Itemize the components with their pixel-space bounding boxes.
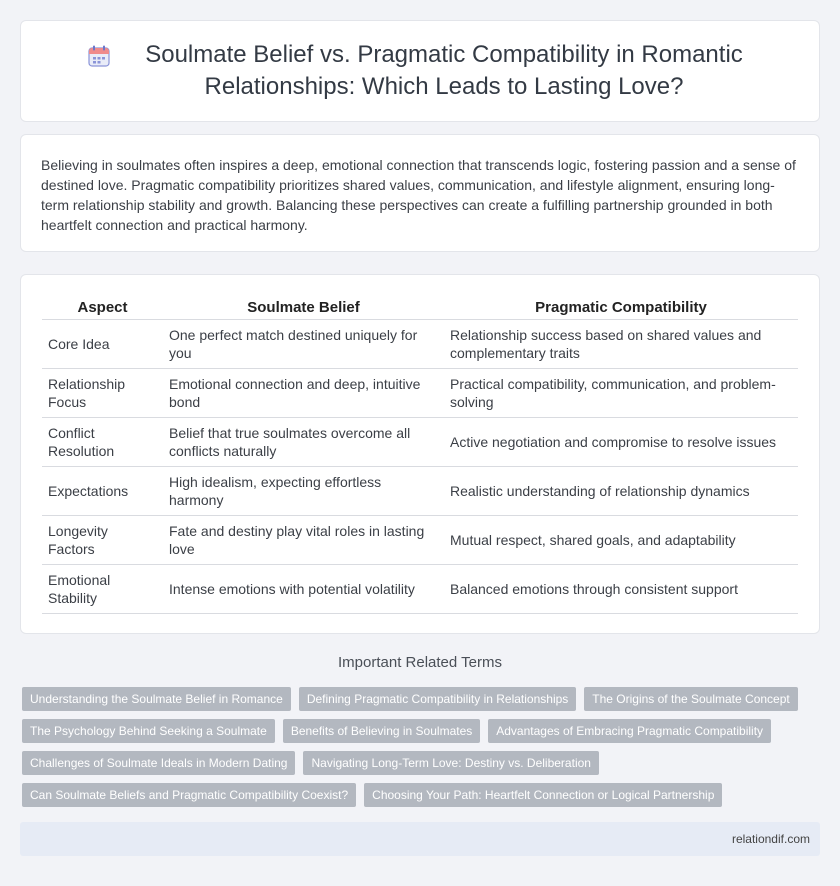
header-soulmate-belief: Soulmate Belief (163, 295, 444, 319)
comparison-card (20, 274, 820, 634)
title-card (20, 20, 820, 122)
related-term-link[interactable]: The Origins of the Soulmate Concept (584, 687, 797, 711)
related-terms-list (22, 687, 818, 807)
cell-aspect: Core Idea (42, 319, 163, 368)
cell-aspect: Relationship Focus (42, 368, 163, 417)
footer-site-link[interactable]: relationdif.com (731, 832, 810, 846)
cell-pragmatic: Balanced emotions through consistent support (444, 564, 798, 613)
related-term-link[interactable]: Choosing Your Path: Heartfelt Connection or Logical Partnership (364, 783, 722, 807)
cell-aspect: Emotional Stability (42, 564, 163, 613)
title-wrap (86, 39, 754, 103)
table-row (42, 368, 798, 417)
related-term-link[interactable]: Can Soulmate Beliefs and Pragmatic Compatibility Coexist? (22, 783, 356, 807)
table-row (42, 515, 798, 564)
cell-aspect: Conflict Resolution (42, 417, 163, 466)
related-term-link[interactable]: Challenges of Soulmate Ideals in Modern Dating (22, 751, 295, 775)
footer (20, 822, 820, 856)
page-title: Soulmate Belief vs. Pragmatic Compatibility in Romantic Relationships: Which Leads to Lasting Love? (145, 41, 743, 100)
table-row (42, 466, 798, 515)
related-term-link[interactable]: Navigating Long-Term Love: Destiny vs. Deliberation (303, 751, 598, 775)
header-aspect: Aspect (42, 295, 163, 319)
related-term-link[interactable]: Benefits of Believing in Soulmates (283, 719, 480, 743)
cell-soulmate: Belief that true soulmates overcome all conflicts naturally (163, 417, 444, 466)
cell-aspect: Longevity Factors (42, 515, 163, 564)
cell-aspect: Expectations (42, 466, 163, 515)
cell-soulmate: High idealism, expecting effortless harmony (163, 466, 444, 515)
related-term-link[interactable]: Understanding the Soulmate Belief in Romance (22, 687, 291, 711)
cell-soulmate: Intense emotions with potential volatility (163, 564, 444, 613)
related-term-link[interactable]: Defining Pragmatic Compatibility in Relationships (299, 687, 576, 711)
table-header-row (42, 295, 798, 319)
related-term-link[interactable]: The Psychology Behind Seeking a Soulmate (22, 719, 275, 743)
cell-soulmate: Fate and destiny play vital roles in lasting love (163, 515, 444, 564)
table-row (42, 417, 798, 466)
comparison-table (42, 295, 798, 614)
table-row (42, 319, 798, 368)
cell-pragmatic: Practical compatibility, communication, and problem-solving (444, 368, 798, 417)
related-term-link[interactable]: Advantages of Embracing Pragmatic Compatibility (488, 719, 771, 743)
cell-pragmatic: Realistic understanding of relationship dynamics (444, 466, 798, 515)
intro-paragraph: Believing in soulmates often inspires a deep, emotional connection that transcends logic, fostering passion and a sense of destined love. Pragmatic compatibility prioritizes shared values, communication, and lifestyle alignment, ensuring long-term relationship stability and growth. Balancing these perspectives can create a fulfilling partnership grounded in both heartfelt connection and practical harmony. (41, 157, 796, 233)
cell-pragmatic: Active negotiation and compromise to resolve issues (444, 417, 798, 466)
cell-soulmate: One perfect match destined uniquely for you (163, 319, 444, 368)
cell-pragmatic: Relationship success based on shared values and complementary traits (444, 319, 798, 368)
intro-card (20, 134, 820, 252)
calendar-icon (86, 43, 112, 69)
related-terms-heading: Important Related Terms (338, 654, 502, 671)
cell-soulmate: Emotional connection and deep, intuitive bond (163, 368, 444, 417)
table-row (42, 564, 798, 613)
header-pragmatic-compatibility: Pragmatic Compatibility (444, 295, 798, 319)
cell-pragmatic: Mutual respect, shared goals, and adaptability (444, 515, 798, 564)
